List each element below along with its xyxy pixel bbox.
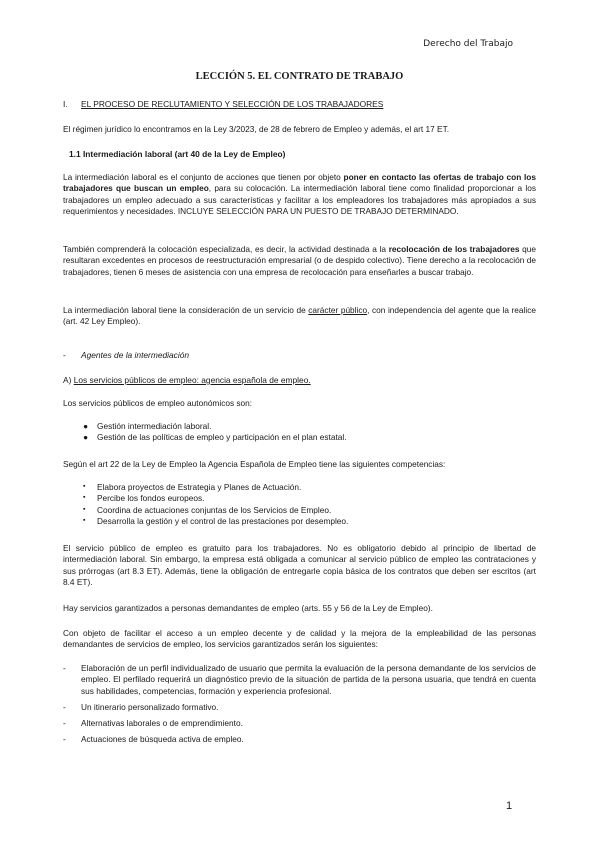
agents-heading <box>63 350 189 360</box>
subheading-a-prefix: A) <box>63 375 74 385</box>
bullet-icon: ● <box>83 421 89 431</box>
paragraph-recolocation <box>63 244 536 278</box>
agents-label: Agentes de la intermediación <box>81 350 190 360</box>
list-item: ▪ Elabora proyectos de Estrategia y Planes de Actuación. <box>83 482 302 492</box>
p5-text: Según el art 22 de la Ley de Empleo la Agencia Española de Empleo tiene las siguientes competencias: <box>63 459 446 469</box>
subheading-a <box>63 375 311 385</box>
dash-marker: - <box>63 663 66 673</box>
p3-text-a: La intermediación laboral tiene la consideración de un servicio de <box>63 305 309 315</box>
dash-marker: - <box>63 701 66 712</box>
p3-text-c: , con independencia del agente que la realice (art. 42 Ley Empleo). <box>63 305 536 327</box>
list-competencies <box>63 482 536 527</box>
square-bullet-icon: ▪ <box>83 516 86 524</box>
dash-marker: - <box>63 734 66 745</box>
p2-text-bold: recolocación de los trabajadores <box>388 244 520 254</box>
p6-text: El servicio público de empleo es gratuito para los trabajadores. No es obligatorio debido al principio de libertad de intermediación laboral. Sin embargo, la empresa está obligada a comunicar al servicio público de empleo las contrataciones y sus prórrogas (art 8.3 ET). Además, tiene la obligación de entregarle copia básica de los contratos que deben ser escritos (art 8.4 ET). <box>63 543 536 587</box>
bullet-icon: ● <box>83 432 89 443</box>
paragraph-guaranteed-services <box>63 603 536 614</box>
agents-dash: - <box>63 350 66 360</box>
list-item: - Actuaciones de búsqueda activa de empleo. <box>63 734 244 745</box>
square-bullet-icon: ▪ <box>83 483 86 490</box>
paragraph-objective <box>63 628 536 651</box>
p1-text-c: , para su colocación. La intermediación laboral tiene como finalidad proporcionar a los trabajadores un empleo adecuado a sus características y facilitar a los empleadores los trabajadores más apropiados a sus requerimientos y necesidades. INCLUYE SELECCIÓN PARA UN PUESTO DE TRABAJO DETERMINADO. <box>63 183 536 216</box>
subsection-heading: 1.1 Intermediación laboral (art 40 de la Ley de Empleo) <box>69 149 286 159</box>
list-autonomic-functions <box>63 421 536 444</box>
section-heading <box>63 99 383 109</box>
list-guaranteed-services <box>63 663 536 746</box>
list-item: ● Gestión de las políticas de empleo y participación en el plan estatal. <box>83 432 347 443</box>
p4-text: Los servicios públicos de empleo autonómicos son: <box>63 398 253 408</box>
p3-text-underlined: carácter público <box>308 305 368 315</box>
list-item: - Un itinerario personalizado formativo. <box>63 701 219 712</box>
list-item: ● Gestión intermediación laboral. <box>83 421 212 431</box>
section-number: I. <box>63 99 68 109</box>
p1-text-a: La intermediación laboral es el conjunto de acciones que tienen por objeto <box>63 172 344 182</box>
paragraph-intermediation <box>63 172 536 217</box>
running-header: Derecho del Trabajo <box>423 39 513 49</box>
list-item: ▪ Coordina de actuaciones conjuntas de los Servicios de Empleo. <box>83 504 332 515</box>
list-item: - Alternativas laborales o de emprendimiento. <box>63 718 243 729</box>
square-bullet-icon: ▪ <box>83 505 86 513</box>
p8-text: Con objeto de facilitar el acceso a un empleo decente y de calidad y la mejora de la empleabilidad de las personas demandantes de servicios de empleo, los servicios garantizados serán los siguientes: <box>63 628 536 650</box>
p7-text: Hay servicios garantizados a personas demandantes de empleo (arts. 55 y 56 de la Ley de Empleo). <box>63 603 433 613</box>
paragraph-public-character <box>63 305 536 328</box>
list-item: ▪ Desarrolla la gestión y el control de las prestaciones por desempleo. <box>83 515 349 526</box>
p2-text-a: También comprenderá la colocación especializada, es decir, la actividad destinada a la <box>63 244 389 254</box>
p1-text-bold: poner en contacto las ofertas de trabajo con los trabajadores que buscan un empleo <box>63 172 536 194</box>
page-number: 1 <box>506 800 513 812</box>
list-item: - Elaboración de un perfil individualizado de usuario que permita la evaluación de la persona demandante de los servicios de empleo. El perfilado requerirá un diagnóstico previo de la situación de partida de la persona usuaria, que tendrá en cuenta sus habilidades, competencias, formación y experiencia profesional. <box>63 663 536 696</box>
square-bullet-icon: ▪ <box>83 494 86 502</box>
lesson-title: LECCIÓN 5. EL CONTRATO DE TRABAJO <box>195 71 404 82</box>
subheading-a-label: Los servicios públicos de empleo: agencia española de empleo. <box>73 375 311 385</box>
list-item: ▪ Percibe los fondos europeos. <box>83 493 205 504</box>
paragraph-competencies <box>63 459 536 470</box>
section-label: EL PROCESO DE RECLUTAMIENTO Y SELECCIÓN DE LOS TRABAJADORES <box>81 99 384 109</box>
p2-text-c: que resultaran excedentes en procesos de reestructuración empresarial (o de despido colectivo). Tiene derecho a la recolocación de trabajadores, tienen 6 meses de asistencia con una empresa de recolocación para enseñarles a buscar trabajo. <box>63 244 536 277</box>
dash-marker: - <box>63 718 66 729</box>
intro-paragraph <box>63 124 536 135</box>
paragraph-autonomic <box>63 398 536 409</box>
paragraph-free-service <box>63 543 536 588</box>
intro-text: El régimen jurídico lo encontramos en la Ley 3/2023, de 28 de febrero de Empleo y además, el art 17 ET. <box>63 124 450 134</box>
